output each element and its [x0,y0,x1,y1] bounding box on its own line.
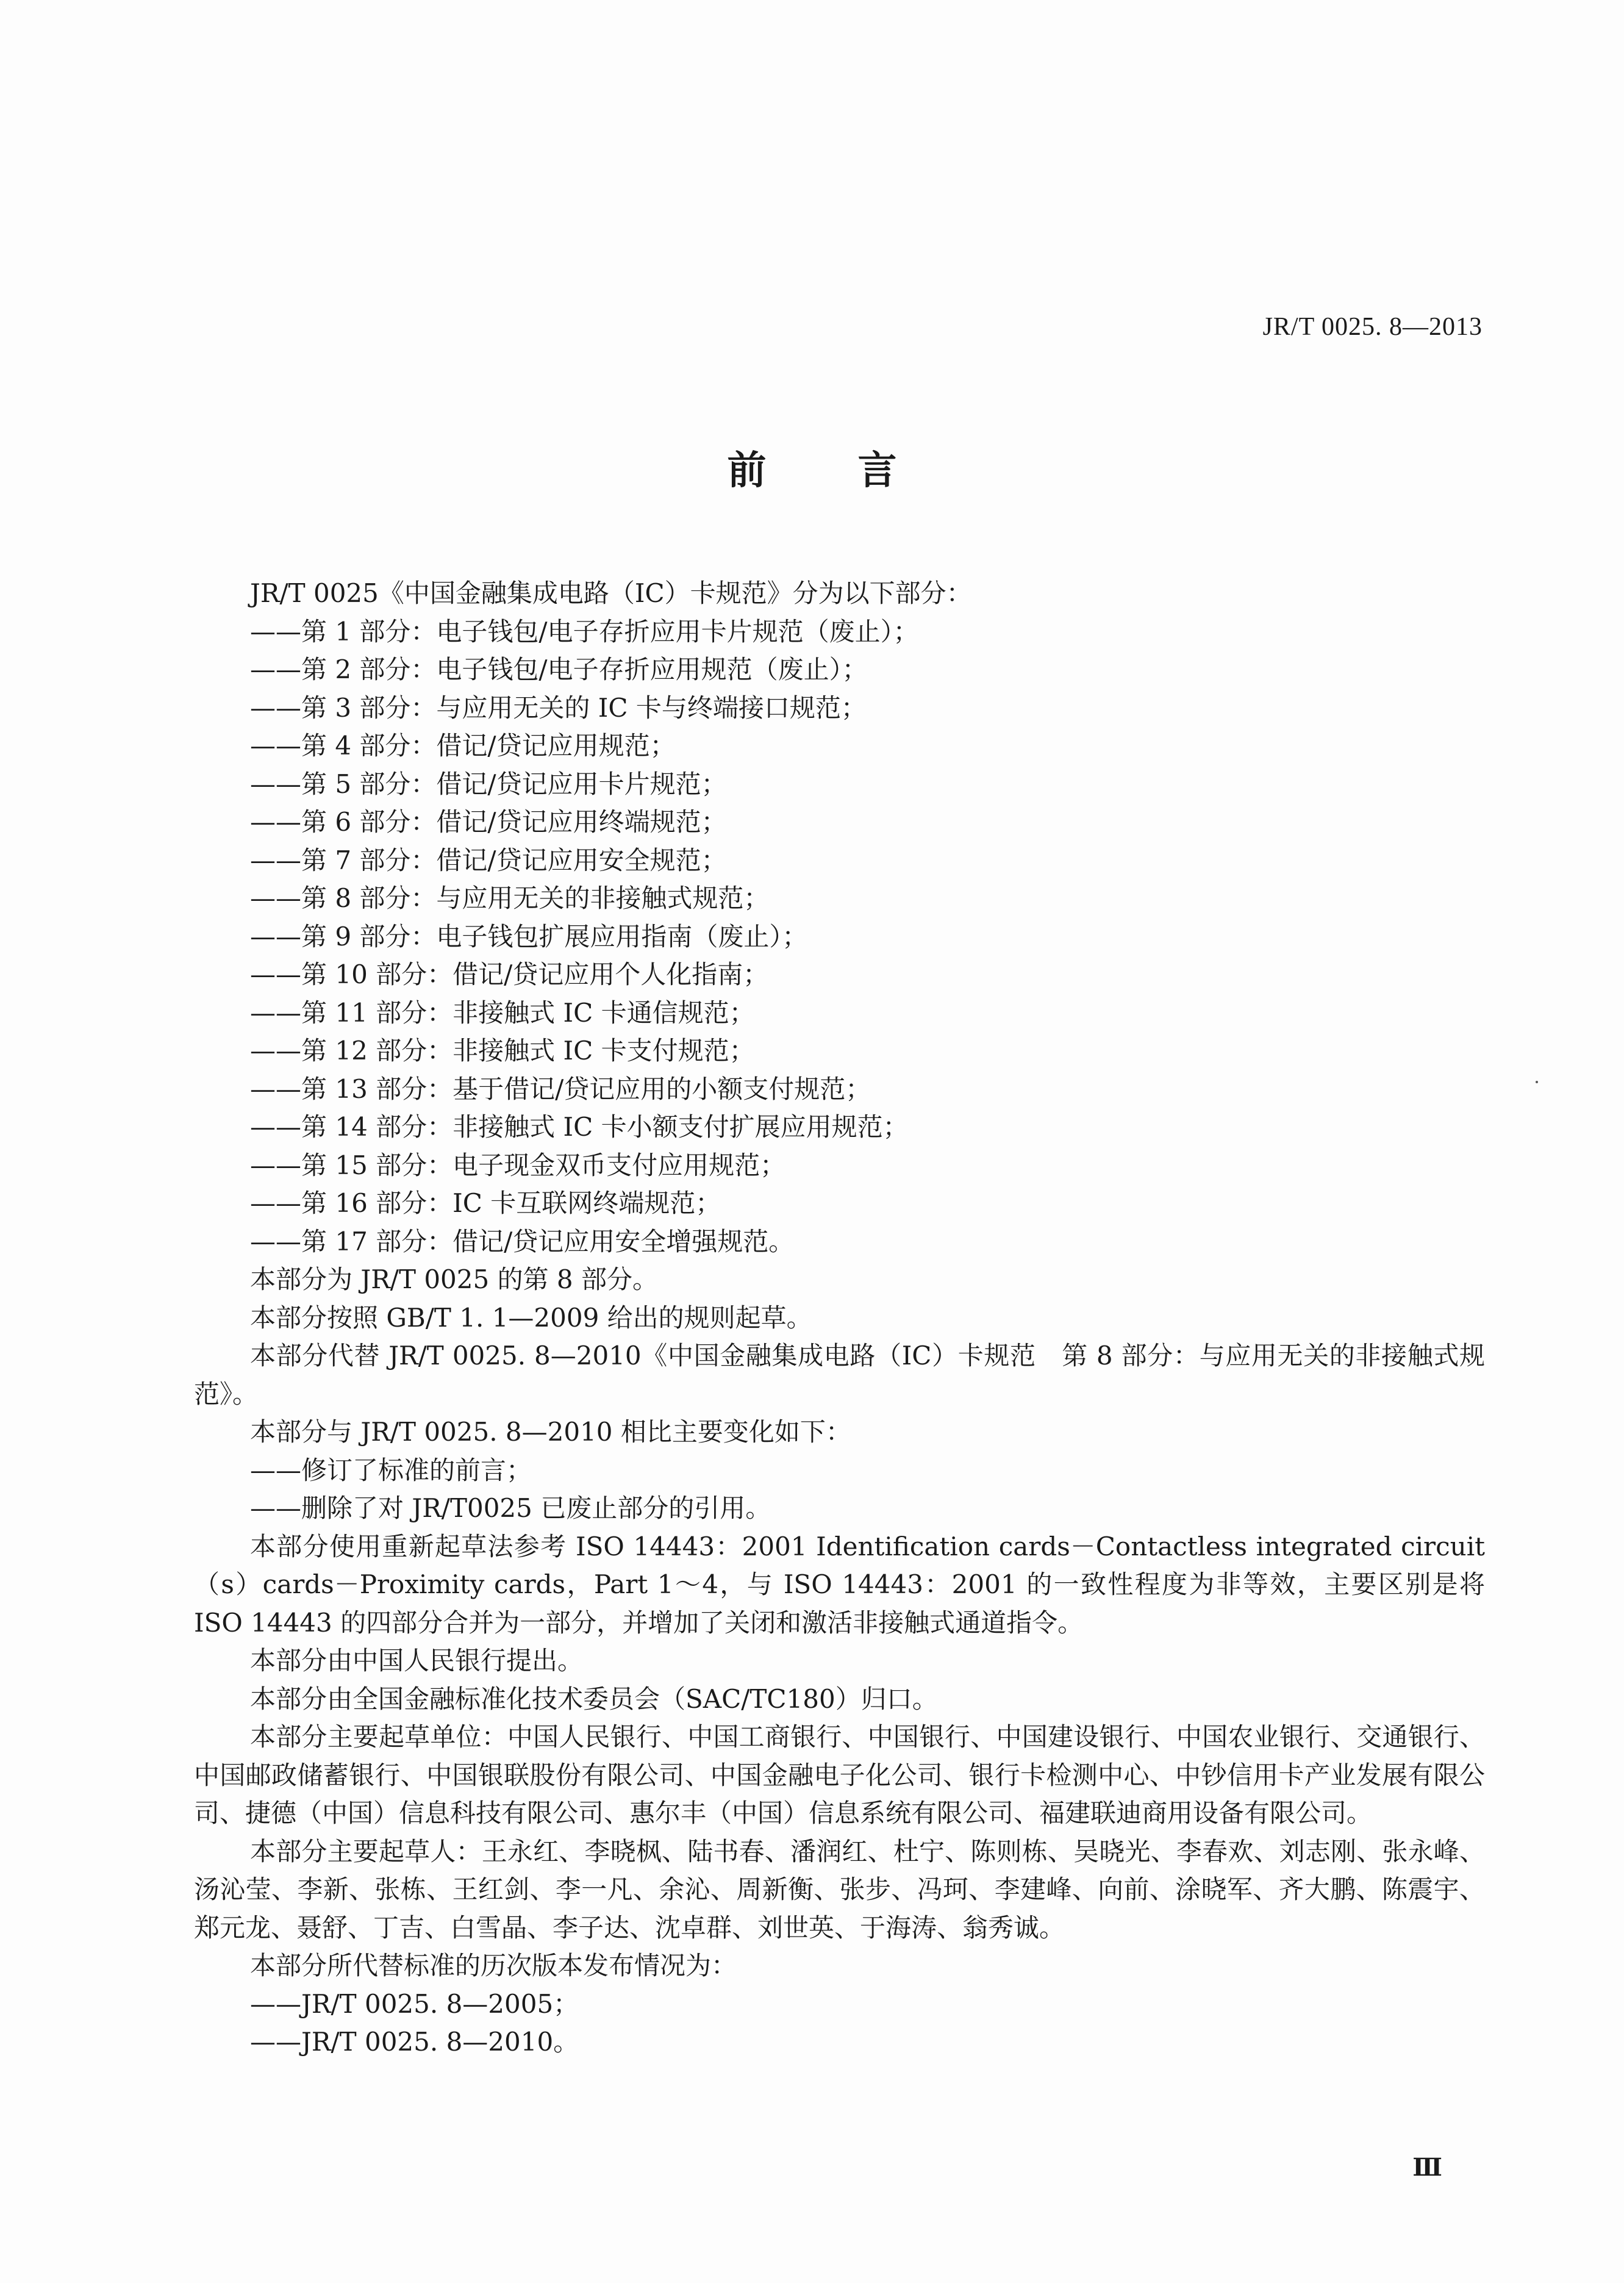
foreword-body [194,575,1485,2062]
list-item: ——JR/T 0025. 8—2005； [250,1988,579,2019]
list-item: ——第 1 部分：电子钱包/电子存折应用卡片规范（废止）； [250,616,919,647]
paragraph-drafting-units: 本部分主要起草单位：中国人民银行、中国工商银行、中国银行、中国建设银行、中国农业银行、交通银行、中国邮政储蓄银行、中国银联股份有限公司、中国金融电子化公司、银行卡检测中心、中钞信用卡产业发展有限公司、捷德（中国）信息科技有限公司、惠尔丰（中国）信息系统有限公司、福建联迪商用设备有限公司。 [194,1722,1485,1828]
list-item: ——JR/T 0025. 8—2010。 [250,2027,579,2057]
list-item: ——第 14 部分：非接触式 IC 卡小额支付扩展应用规范； [250,1112,909,1142]
paragraph-part-number: 本部分为 JR/T 0025 的第 8 部分。 [250,1264,658,1294]
paragraph-drafting-rules: 本部分按照 GB/T 1. 1—2009 给出的规则起草。 [250,1302,812,1333]
list-item: ——第 7 部分：借记/贷记应用安全规范； [250,845,727,875]
list-item: ——第 17 部分：借记/贷记应用安全增强规范。 [250,1226,795,1256]
paragraph-replaces: 本部分代替 JR/T 0025. 8—2010《中国金融集成电路（IC）卡规范 第 8 部分：与应用无关的非接触式规范》。 [194,1341,1485,1409]
list-item: ——第 2 部分：电子钱包/电子存折应用规范（废止）； [250,654,868,684]
intro-paragraph: JR/T 0025《中国金融集成电路（IC）卡规范》分为以下部分： [250,578,972,608]
list-item: ——第 8 部分：与应用无关的非接触式规范； [250,883,770,913]
list-item: ——删除了对 JR/T0025 已废止部分的引用。 [250,1493,771,1523]
list-item: ——第 11 部分：非接触式 IC 卡通信规范； [250,997,755,1028]
list-item: ——修订了标准的前言； [250,1455,532,1485]
paragraph-changes-intro: 本部分与 JR/T 0025. 8—2010 相比主要变化如下： [250,1417,851,1447]
list-item: ——第 15 部分：电子现金双币支付应用规范； [250,1150,786,1180]
document-code: JR/T 0025. 8—2013 [1262,313,1483,341]
list-item: ——第 5 部分：借记/贷记应用卡片规范； [250,769,727,799]
list-item: ——第 16 部分：IC 卡互联网终端规范； [250,1188,721,1218]
list-item: ——第 4 部分：借记/贷记应用规范； [250,731,676,761]
paragraph-iso-reference: 本部分使用重新起草法参考 ISO 14443：2001 Identification cards－Contactless integrated circuit（s）cards－Proximity cards，Part 1～4，与 ISO 14443：2001 的一致性程度为非等效，主要区别是将 ISO 14443 的四部分合并为一部分，并增加了关闭和激活非接触式通道指令。 [194,1531,1485,1638]
page-title: 前言 [727,448,989,493]
paragraph-history-intro: 本部分所代替标准的历次版本发布情况为： [250,1951,737,1980]
list-item: ——第 9 部分：电子钱包扩展应用指南（废止）； [250,921,808,952]
page-number: Ⅲ [1412,2154,1442,2181]
scan-speck [1536,1081,1538,1083]
list-item: ——第 13 部分：基于借记/贷记应用的小额支付规范； [250,1073,871,1104]
paragraph-committee: 本部分由全国金融标准化技术委员会（SAC/TC180）归口。 [250,1683,938,1714]
paragraph-proposer: 本部分由中国人民银行提出。 [250,1646,584,1676]
list-item: ——第 12 部分：非接触式 IC 卡支付规范； [250,1036,755,1066]
list-item: ——第 3 部分：与应用无关的 IC 卡与终端接口规范； [250,692,867,723]
paragraph-drafters: 本部分主要起草人：王永红、李晓枫、陆书春、潘润红、杜宁、陈则栋、吴晓光、李春欢、刘志刚、张永峰、汤沁莹、李新、张栋、王红剑、李一凡、余沁、周新衡、张步、冯珂、李建峰、向前、涂晓军、齐大鹏、陈震宇、郑元龙、聂舒、丁吉、白雪晶、李子达、沈卓群、刘世英、于海涛、翁秀诚。 [194,1836,1485,1943]
list-item: ——第 6 部分：借记/贷记应用终端规范； [250,807,727,837]
list-item: ——第 10 部分：借记/贷记应用个人化指南； [250,959,769,989]
parts-list [194,613,1485,1261]
